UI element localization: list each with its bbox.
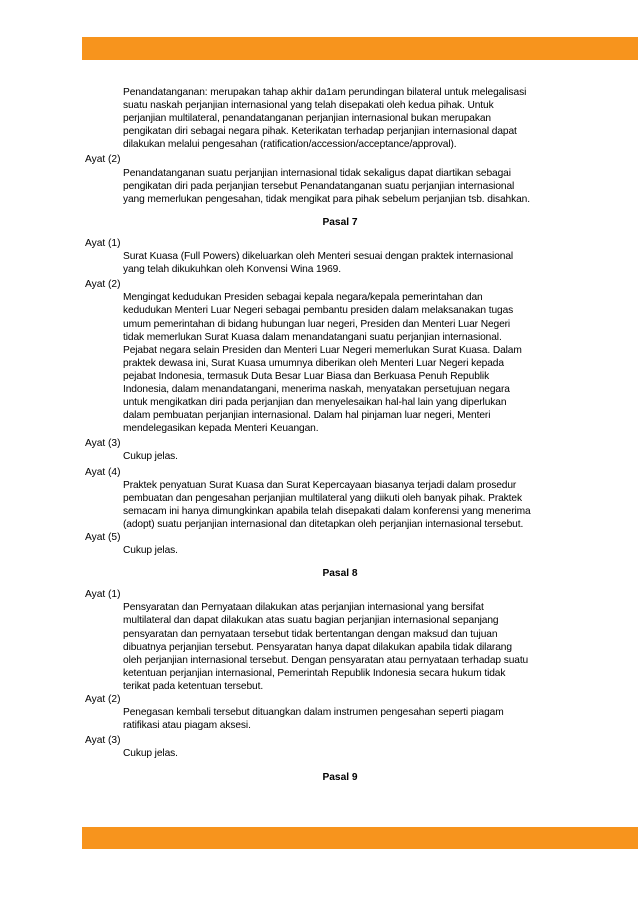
ayat-paragraph	[123, 544, 565, 557]
text-line: pembuatan dan pengesahan perjanjian multilateral yang diikuti oleh banyak pihak. Praktek	[123, 492, 522, 504]
text-line: pengikatan diri sebagai negara pihak. Keterikatan terhadap perjanjian internasional dapat	[123, 126, 517, 138]
ayat-label: Ayat (5)	[85, 532, 121, 543]
text-line: Pejabat negara selain Presiden dan Menteri Luar Negeri memerlukan Surat Kuasa. Dalam	[123, 344, 522, 356]
ayat-label: Ayat (1)	[85, 237, 121, 249]
text-line: Cukup jelas.	[123, 748, 178, 760]
footer-band	[82, 827, 638, 849]
text-line: tidak memerlukan Surat Kuasa dalam menandatangani suatu perjanjian internasional.	[123, 331, 502, 343]
ayat-label: Ayat (3)	[85, 438, 121, 450]
header-band	[82, 37, 638, 60]
text-line: semacam ini hanya dimungkinkan apabila telah disepakati dalam konferensi yang menerima	[123, 505, 531, 517]
ayat-label: Ayat (2)	[85, 694, 121, 706]
text-line: umum pemerintahan di bidang hubungan luar negeri, Presiden dan Menteri Luar Negeri	[123, 318, 511, 330]
text-line: Pensyaratan dan Pernyataan dilakukan atas perjanjian internasional yang bersifat	[123, 602, 484, 614]
text-line: pensyaratan dan pernyataan tersebut tidak bertentangan dengan maksud dan tujuan	[123, 628, 498, 640]
ayat-label: Ayat (1)	[85, 589, 121, 601]
text-line: pejabat Indonesia, termasuk Duta Besar Luar Biasa dan Berkuasa Penuh Republik	[123, 370, 490, 382]
text-line: suatu naskah perjanjian internasional yang telah disepakati oleh kedua pihak. Untuk	[123, 100, 494, 112]
text-line: Penandatanganan: merupakan tahap akhir da1am perundingan bilateral untuk melegalisasi	[123, 87, 527, 98]
pasal-9-heading: Pasal 9	[322, 771, 358, 783]
text-line: pengikatan diri pada perjanjian tersebut Penandatanganan suatu perjanjian internasional	[123, 180, 515, 192]
ayat-paragraph	[123, 450, 565, 463]
text-line: perjanjian multilateral, penandatanganan perjanjian internasional bukan merupakan	[123, 113, 491, 125]
text-line: kedudukan Menteri Luar Negeri sebagai pembantu presiden dalam melaksanakan tugas	[123, 305, 514, 317]
text-line: Penegasan kembali tersebut dituangkan dalam instrumen pengesahan seperti piagam	[123, 707, 504, 719]
ayat-paragraph	[123, 291, 565, 435]
ayat-paragraph	[123, 167, 565, 206]
ayat-paragraph	[123, 706, 565, 732]
ayat-paragraph	[123, 747, 565, 760]
text-line: dalam pembuatan perjanjian internasional. Dalam hal pinjaman luar negeri, Menteri	[123, 410, 491, 422]
text-line: Penandatanganan suatu perjanjian internasional tidak sekaligus dapat diartikan sebagai	[123, 167, 511, 179]
ayat-label: Ayat (3)	[85, 735, 121, 747]
ayat-label: Ayat (4)	[85, 466, 121, 478]
text-line: Indonesia, dalam menandatangani, menerima naskah, menyatakan persetujuan negara	[123, 383, 510, 395]
text-line: dibuatnya perjanjian tersebut. Pensyaratan hanya dapat dilakukan apabila tidak dilarang	[123, 641, 512, 653]
text-line: multilateral dan dapat dilakukan atas suatu bagian perjanjian internasional sepanjang	[123, 615, 499, 627]
text-line: Cukup jelas.	[123, 451, 178, 463]
text-line: yang memerlukan pengesahan, tidak mengikat para pihak sebelum perjanjian tsb. disahkan.	[123, 193, 530, 205]
ayat-label: Ayat (2)	[85, 154, 121, 166]
text-line: Surat Kuasa (Full Powers) dikeluarkan oleh Menteri sesuai dengan praktek internasional	[123, 251, 514, 263]
intro-paragraph	[123, 86, 565, 151]
text-line: oleh perjanjian internasional tersebut. Dengan pensyaratan atau pernyataan terhadap suatu	[123, 654, 529, 666]
ayat-paragraph	[123, 601, 565, 693]
text-line: Mengingat kedudukan Presiden sebagai kepala negara/kepala pemerintahan dan	[123, 292, 483, 304]
ayat-paragraph	[123, 250, 565, 276]
document-body	[85, 86, 565, 792]
text-line: (adopt) suatu perjanjian internasional dan ditetapkan oleh perjanjian internasional tersebut.	[123, 518, 524, 530]
pasal-8-heading: Pasal 8	[322, 568, 358, 580]
ayat-label: Ayat (2)	[85, 279, 121, 291]
ayat-paragraph	[123, 479, 565, 531]
text-line: terikat pada ketentuan tersebut.	[123, 680, 264, 692]
text-line: Cukup jelas.	[123, 545, 178, 557]
text-line: ketentuan perjanjian internasional, Pemerintah Republik Indonesia secara hukum tidak	[123, 667, 506, 679]
text-line: Praktek penyatuan Surat Kuasa dan Surat Kepercayaan biasanya terjadi dalam prosedur	[123, 479, 517, 491]
text-line: praktek dewasa ini, Surat Kuasa umumnya diberikan oleh Menteri Luar Negeri kepada	[123, 357, 504, 369]
text-line: yang telah dikukuhkan oleh Konvensi Wina 1969.	[123, 264, 341, 276]
text-line: ratifikasi atau piagam aksesi.	[123, 720, 251, 732]
text-line: mendelegasikan kepada Menteri Keuangan.	[123, 423, 319, 435]
text-line: dilakukan melalui pengesahan (ratification/accession/acceptance/approval).	[123, 139, 457, 151]
pasal-7-heading: Pasal 7	[322, 216, 358, 228]
text-line: untuk mengikatkan diri pada perjanjian dan menyelesaikan hal-hal lain yang diperlukan	[123, 397, 507, 409]
